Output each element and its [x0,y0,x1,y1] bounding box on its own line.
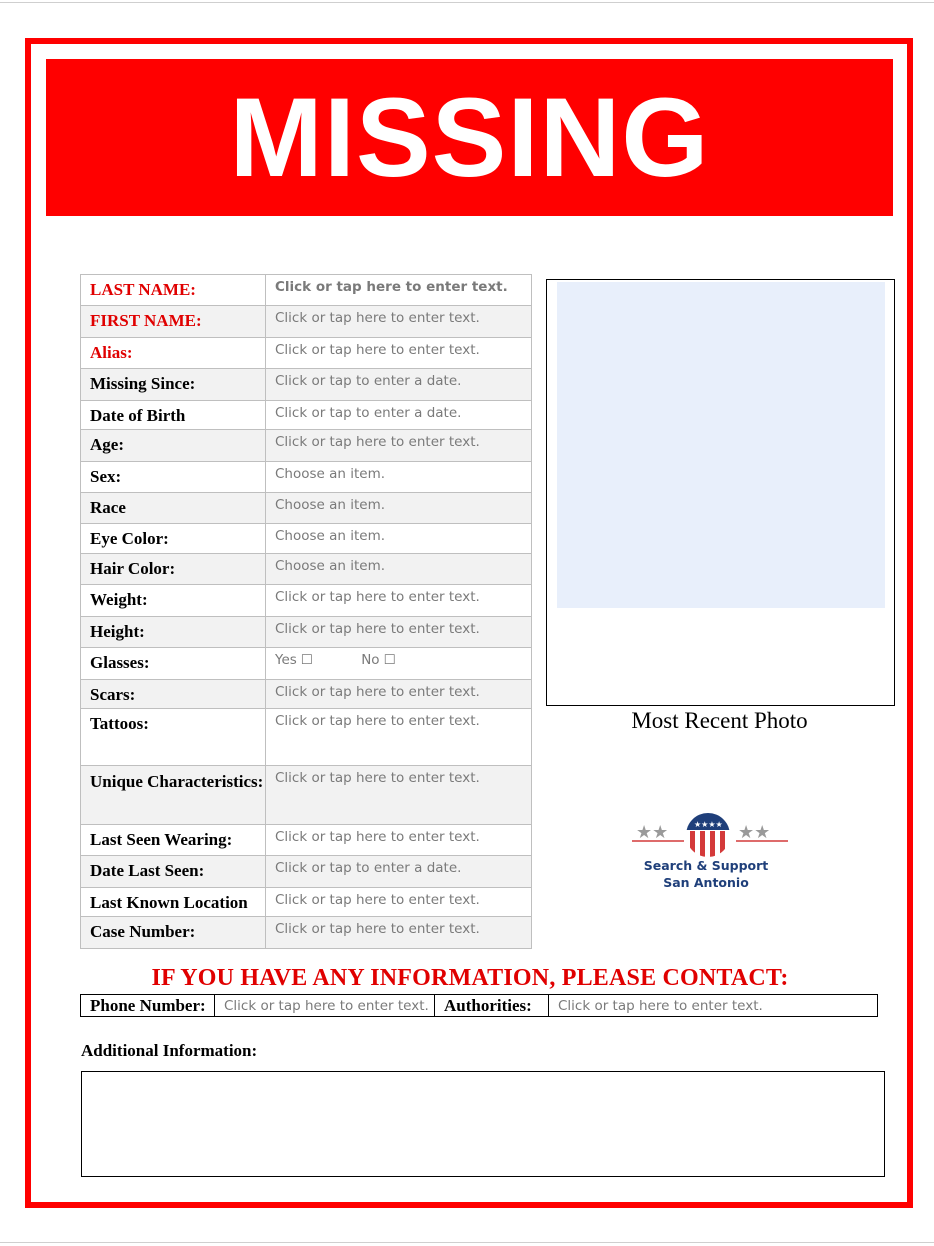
date-of-birth-date-picker[interactable]: Click or tap to enter a date. [266,401,532,430]
missing-banner: MISSING [46,59,893,216]
glasses-label: Glasses: [81,648,266,680]
alias-label: Alias: [81,338,266,369]
date-of-birth-label: Date of Birth [81,401,266,430]
last-known-location-field[interactable]: Click or tap here to enter text. [266,888,532,917]
alias-field[interactable]: Click or tap here to enter text. [266,338,532,369]
glasses-options [266,648,532,680]
scars-field[interactable]: Click or tap here to enter text. [266,680,532,709]
date-last-seen-date-picker[interactable]: Click or tap to enter a date. [266,856,532,888]
scars-label: Scars: [81,680,266,709]
logo-line-1: Search & Support [643,858,769,873]
additional-information-label: Additional Information: [81,1041,258,1060]
glasses-no-label: No [361,652,380,668]
hair-color-dropdown[interactable]: Choose an item. [266,554,532,585]
last-name-label: LAST NAME: [81,275,266,306]
additional-information-field[interactable] [81,1071,885,1177]
sex-label: Sex: [81,462,266,493]
date-last-seen-label: Date Last Seen: [81,856,266,888]
photo-placeholder[interactable] [557,282,885,608]
tattoos-label: Tattoos: [81,709,266,766]
hair-color-label: Hair Color: [81,554,266,585]
page-top-divider [0,2,934,3]
phone-number-label: Phone Number: [81,995,215,1017]
logo-text [632,857,780,891]
missing-since-label: Missing Since: [81,369,266,401]
svg-text:★★★★: ★★★★ [694,820,723,829]
phone-number-field[interactable]: Click or tap here to enter text. [215,995,435,1017]
missing-since-date-picker[interactable]: Click or tap to enter a date. [266,369,532,401]
case-number-field[interactable]: Click or tap here to enter text. [266,917,532,949]
last-seen-wearing-field[interactable]: Click or tap here to enter text. [266,825,532,856]
page-bottom-divider [0,1242,934,1243]
weight-field[interactable]: Click or tap here to enter text. [266,585,532,617]
case-number-label: Case Number: [81,917,266,949]
sex-dropdown[interactable]: Choose an item. [266,462,532,493]
last-name-field[interactable]: Click or tap here to enter text. [266,275,532,306]
person-details-table [80,274,532,949]
logo-line-2: San Antonio [663,875,749,890]
eye-color-label: Eye Color: [81,524,266,554]
tattoos-field[interactable]: Click or tap here to enter text. [266,709,532,766]
authorities-label: Authorities: [435,995,549,1017]
svg-text:★★: ★★ [636,822,669,843]
unique-characteristics-label: Unique Characteristics: [81,766,266,825]
contact-table [80,994,878,1017]
age-field[interactable]: Click or tap here to enter text. [266,430,532,462]
unique-characteristics-field[interactable]: Click or tap here to enter text. [266,766,532,825]
height-field[interactable]: Click or tap here to enter text. [266,617,532,648]
last-known-location-label: Last Known Location [81,888,266,917]
last-seen-wearing-label: Last Seen Wearing: [81,825,266,856]
glasses-yes-label: Yes [275,652,297,668]
glasses-no-checkbox[interactable]: ☐ [383,652,396,668]
contact-heading: IF YOU HAVE ANY INFORMATION, PLEASE CONTACT: [151,965,789,991]
svg-text:★★: ★★ [738,822,771,843]
glasses-yes-checkbox[interactable]: ☐ [300,652,313,668]
eye-color-dropdown[interactable]: Choose an item. [266,524,532,554]
age-label: Age: [81,430,266,462]
race-label: Race [81,493,266,524]
race-dropdown[interactable]: Choose an item. [266,493,532,524]
weight-label: Weight: [81,585,266,617]
photo-caption: Most Recent Photo [631,708,808,733]
first-name-field[interactable]: Click or tap here to enter text. [266,306,532,338]
authorities-field[interactable]: Click or tap here to enter text. [549,995,878,1017]
height-label: Height: [81,617,266,648]
first-name-label: FIRST NAME: [81,306,266,338]
